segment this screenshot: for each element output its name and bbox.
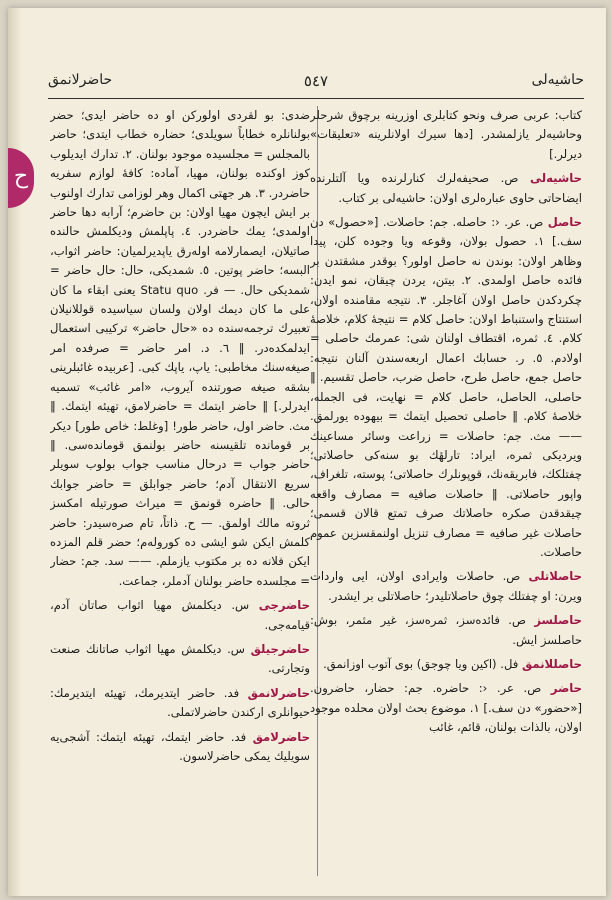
- left-column: [50, 106, 310, 880]
- entry-text: ص. عر. ‹: حاصله. جم: حاصلات. [«حصول» دن سف.] ١. حصول بولان، وقوعه ویا وجوده کلن، پیدا وظاهر اولان: بوندن نه حاصل اولور؟ بوقدر مشقتدن بر فائده حاصل اولمدی. ٢. بیتن، یردن چیقان، نمو ایدن: چکردکدن حاصل اولان آغاجلر. ٣. نتیجه مقامنده اولان، استنتاج واستنباط اولان: حاصل کلام = نتیجهٔ کلام، خلاصهٔ کلام. ٤. ثمره، اقتطاف اولنان شی: عمرمك حاصلی = اولادم. ٥. ر. حسابك اعمال اربعه‌سندن آلنان نتیجه: حاصل جمع، حاصل طرح، حاصل ضرب، حاصل تقسیم. ‖ حاصلی، الحاصل، حاصل کلام = نهایت، فی الجمله، خلاصهٔ کلام. ‖ حاصلی تحصیل ایتمك = بیهوده یورلمق. —— مث. جم: حاصلات = زراعت وسائر مساعینك ویردیکی ثمره، ایراد: تارلهٔك بو سنه‌کی حاصلاتی؛ چفتلکك، فابریقه‌نك، قوپونلرك حاصلاتی؛ پوسته، تلغراف، واپور حاصلاتی. ‖ حاصلات صافیه = مصارف واقعه چیقدقدن صکره حاصلاتك صرف تمتع قالان قسمی؛ حاصلات غیر صافیه = مصارف تنزیل اولنمقسزین عموم حاصلات.: [310, 215, 582, 559]
- entry-text: ص. حاصلات وایرادی اولان، ایی واردات ویرن: او چفتلك چوق حاصلاتلیدر؛ حاصلاتلی بر ایشدر.: [310, 569, 582, 603]
- headword: حاضرلامق: [252, 729, 310, 744]
- entry-text: ص. فائده‌سز، ثمره‌سز، غیر مثمر، بوش: حاصلسز ایش.: [310, 613, 582, 647]
- entry-text: ص. صحیفه‌لرك کنارلرنده ویا آلتلرنده ایضاحاتی حاوی عباره‌لری اولان: حاشیه‌لی بر کتاب.: [310, 171, 582, 205]
- headword: حاصلسز: [534, 613, 582, 628]
- dictionary-entry: [310, 611, 582, 650]
- dictionary-entry: [50, 640, 310, 679]
- headword: حاشیه‌لی: [530, 171, 582, 186]
- dictionary-entry: [310, 655, 582, 674]
- dictionary-entry: [50, 106, 310, 591]
- header-right-guide-word: حاشیه‌لی: [531, 72, 584, 88]
- entry-text: ضدی: بو لقردی اولورکن او ده حاضر ایدی؛ حضر بولنانلره خطاباً سویلدی؛ حضاره خطاب ایتدی؛ حاضر بالمجلس = مجلسیده موجود بولنان. ٢. تدارك ایدیلوب کوز اوکنده بولنان، مهیا، آماده: کافهٔ لوازم سفریه حاضردر. ٣. هر جهتی اکمال وهر لوزامی تدارك اولنوب بر ایش ایچون مهیا اولان: بن حاضرم؛ آرابه دها حاضر اولمدی؛ یمك حاضردر. ٤. پاپلمش ودیکلمش حالنده صاتیلان، ایصمارلامه اولەرق یاپدیرلمیان: حاضر اثواب، البسه؛ حاضر پوتین. ٥. شمدیکی، حال: حال حاضر = شمدیکی حال. — فر. Statu quo یعنی ابقاء ما کان علی ما کان دیمك اولان ولسان سیاسیده قوللانیلان تعبیرك ترجمه‌سنده ده «حال حاضر» ترکیبی استعمال ایدلمکده‌در. ‖ ٦. د. امر حاضر = صرفده امر صیغه‌سنك مخاطبی: یاپ، یاپك کبی. [عربیده غائبلرینی بشقه صیغه صورتنده آیروب، «امر غائب» تسمیه ایدرلر.] ‖ حاضر ایتمك = حاضرلامق، تهیئه ایتمك. ‖ مث. حاضر اول، حاضر طور! [وغلط: خاص طور] دیکر بر قومانده تلقیسنه حاضر بولنمق قوماندەسی. ‖ حاضر جواب = درحال مناسب جواب بولوب سویلر سریع الانتقال آدم؛ حاضر جوابلق = حاضر جوابك حالی. ‖ حاضره قونمق = میراث صورتیله امکسز ثروته مالك اولمق. — ح. ذاتاً، تام صره‌سیدر: حاضر کلمش ایکن شو ایشی ده کوروله‌م؛ حضر قلم المزده ایکن فلانه ده بر مکتوب یازملم. —— سد. جم: حضار = مجلسده حاضر بولنان آدملر، جماعت.: [50, 108, 310, 588]
- dictionary-entry: [310, 679, 582, 737]
- entry-text: فد. حاضر ایتمك، تهیئه ایتمك: آشجی‌یه سویلیك یمکی حاضرلاسون.: [50, 729, 310, 763]
- page-gutter: [8, 8, 22, 896]
- dictionary-entry: [310, 106, 582, 164]
- headword: حاضرجی: [258, 598, 310, 613]
- page-number: ٥٤٧: [303, 72, 329, 90]
- entry-text: س. دیکلمش مهیا اثواب صاتان آدم، قیامه‌جی.: [50, 598, 310, 632]
- dictionary-entry: [50, 684, 310, 723]
- headword: حاضرجیلق: [250, 641, 310, 656]
- dictionary-entry: [310, 567, 582, 606]
- letter-thumb-tab: ح: [8, 148, 34, 208]
- running-header: [48, 72, 584, 96]
- headword: حاضر: [550, 681, 582, 696]
- entry-text: کتاب: عربی صرف ونحو کتابلری اوزرینه برچوق شرحلر وحاشیه‌لر یازلمشدر. [دها سیرك اولانلرینه «تعلیقات» دیرلر.]: [310, 108, 582, 161]
- entry-text: فد. حاضر ایتدیرمك، تهیئه ایتدیرمك: حیوانلری ارکندن حاضرلاتملی.: [50, 685, 310, 720]
- headword: حاصلاتلی: [528, 569, 582, 584]
- right-column: [310, 106, 582, 880]
- headword: حاضرلانمق: [247, 685, 310, 700]
- dictionary-entry: [310, 169, 582, 208]
- headword: حاصللانمق: [521, 656, 582, 671]
- headword: حاصل: [547, 215, 582, 230]
- dictionary-entry: [50, 728, 310, 767]
- header-left-guide-word: حاضرلانمق: [48, 72, 113, 88]
- dictionary-page: [8, 8, 606, 896]
- entry-text: ص. عر. ‹: حاضره. جم: حضار، حاضرون. [«حضور» دن سف.] ١. موضوع بحث اولان محلده موجود اولان، بالذات بولنان، قائم، غائب: [310, 681, 582, 735]
- header-rule: [48, 98, 584, 99]
- dictionary-entry: [50, 596, 310, 635]
- dictionary-entry: [310, 213, 582, 562]
- entry-text: س. دیکلمش مهیا اثواب صاتانك صنعت وتجارتی.: [50, 641, 310, 676]
- entry-text: فل. (اکین ویا چوجق) بوی آتوب اوزانمق.: [323, 656, 522, 671]
